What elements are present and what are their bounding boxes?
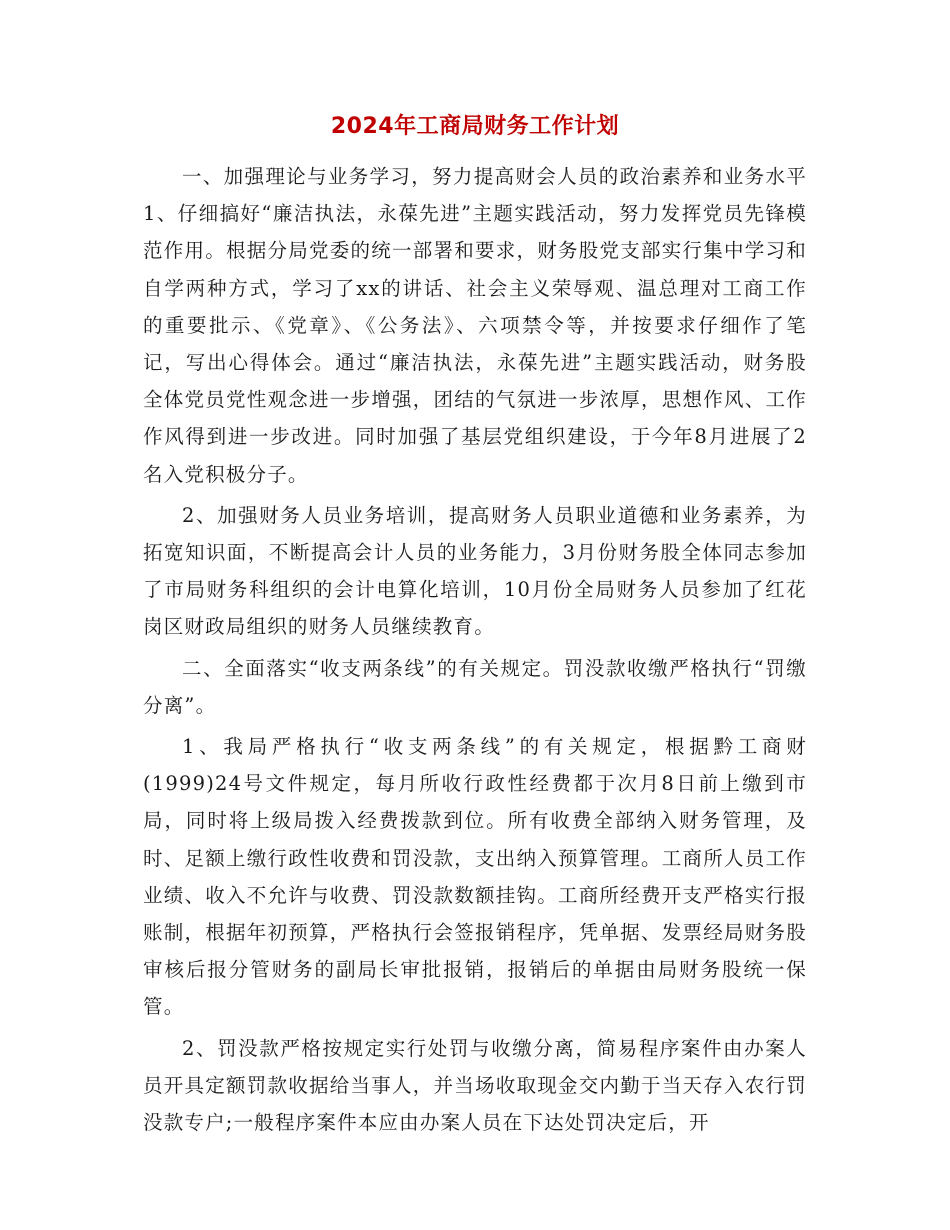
paragraph-2: 2、加强财务人员业务培训，提高财务人员职业道德和业务素养，为拓宽知识面，不断提高会计人员的业务能力，3月份财务股全体同志参加了市局财务科组织的会计电算化培训，10月份全局财务人员参加了红花岗区财政局组织的财务人员继续教育。 (143, 503, 807, 639)
paragraph-3: 二、全面落实“收支两条线”的有关规定。罚没款收缴严格执行“罚缴分离”。 (143, 656, 807, 717)
paragraph-4: 1、我局严格执行“收支两条线”的有关规定，根据黔工商财(1999)24号文件规定，每月所收行政性经费都于次月8日前上缴到市局，同时将上级局拨入经费拨款到位。所有收费全部纳入财务管理，及时、足额上缴行政性收费和罚没款，支出纳入预算管理。工商所人员工作业绩、收入不允许与收费、罚没款数额挂钩。工商所经费开支严格实行报账制，根据年初预算，严格执行会签报销程序，凭单据、发票经局财务股审核后报分管财务的副局长审批报销，报销后的单据由局财务股统一保管。 (143, 735, 807, 1019)
document-title: 2024年工商局财务工作计划 (330, 114, 620, 139)
paragraph-5: 2、罚没款严格按规定实行处罚与收缴分离，简易程序案件由办案人员开具定额罚款收据给当事人，并当场收取现金交内勤于当天存入农行罚没款专户;一般程序案件本应由办案人员在下达处罚决定后，开 (143, 1036, 807, 1135)
paragraph-1: 一、加强理论与业务学习，努力提高财会人员的政治素养和业务水平1、仔细搞好“廉洁执法，永葆先进”主题实践活动，努力发挥党员先锋模范作用。根据分局党委的统一部署和要求，财务股党支部实行集中学习和自学两种方式，学习了xx的讲话、社会主义荣辱观、温总理对工商工作的重要批示、《党章》、《公务法》、六项禁令等，并按要求仔细作了笔记，写出心得体会。通过“廉洁执法，永葆先进”主题实践活动，财务股全体党员党性观念进一步增强，团结的气氛进一步浓厚，思想作风、工作作风得到进一步改进。同时加强了基层党组织建设，于今年8月进展了2名入党积极分子。 (143, 165, 807, 486)
document-body (143, 158, 807, 1145)
